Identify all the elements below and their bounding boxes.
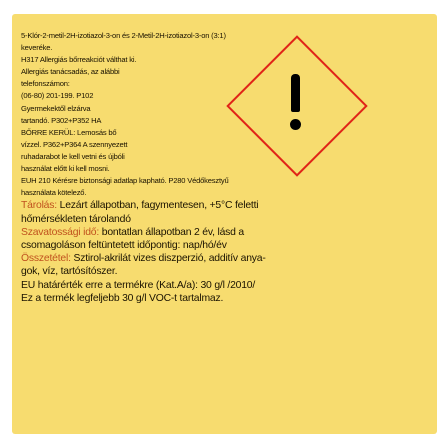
hazard-text-line: keveréke. [21, 43, 53, 53]
hazard-text-line: használata kötelező. [21, 188, 87, 198]
shelf-life-line-2: csomagoláson feltüntetett időpontig: nap/hó/év [21, 239, 227, 251]
storage-heading: Tárolás: [21, 200, 57, 212]
hazard-text [21, 30, 266, 199]
shelf-life-text: bontatlan állapotban 2 év, lásd a [99, 226, 244, 238]
voc-content-line: Ez a termék legfeljebb 30 g/l VOC-t tartalmaz. [21, 292, 224, 304]
hazard-text-line: telefonszámon: [21, 79, 70, 89]
label-text-block [21, 30, 266, 305]
shelf-life-heading: Szavatossági idő: [21, 226, 100, 238]
exclamation-mark-icon [286, 74, 305, 134]
storage-text: Lezárt állapotban, fagymentesen, +5°C feletti [56, 200, 259, 212]
storage-line-1 [21, 199, 266, 212]
hazard-text-line: H317 Allergiás bőrreakciót válthat ki. [21, 55, 137, 65]
composition-line-2: gok, víz, tartósítószer. [21, 266, 118, 278]
hazard-text-line: vízzel. P362+P364 A szennyezett [21, 139, 128, 149]
hazard-text-line: használat előtt ki kell mosni. [21, 164, 110, 174]
eu-limit-line: EU határérték erre a termékre (Kat.A/a): 30 g/l /2010/ [21, 279, 256, 291]
hazard-text-line: tartandó. P302+P352 HA [21, 115, 102, 125]
hazard-text-line: ruhadarabot le kell vetni és újbóli [21, 151, 125, 161]
composition-line-1 [21, 252, 266, 265]
hazard-text-line: (06-80) 201-199. P102 [21, 91, 94, 101]
hazard-text-line: BŐRRE KERÜL: Lemosás bő [21, 127, 117, 137]
storage-line-2: hőmérsékleten tárolandó [21, 213, 131, 225]
hazard-text-line: Gyermekektől elzárva [21, 103, 91, 113]
composition-heading: Összetétel: [21, 253, 71, 265]
hazard-text-line: EUH 210 Kérésre biztonsági adatlap kapható. P280 Védőkesztyű [21, 176, 229, 186]
composition-text: Sztirol-akrilát vizes diszperzió, additív anya- [70, 253, 266, 265]
hazard-text-line: Allergiás tanácsadás, az alábbi [21, 67, 120, 77]
hazard-text-line: 5-Klór-2-metil-2H-izotiazol-3-on és 2-Metil-2H-izotiazol-3-on (3:1) [21, 31, 226, 40]
shelf-life-line-1 [21, 226, 266, 239]
